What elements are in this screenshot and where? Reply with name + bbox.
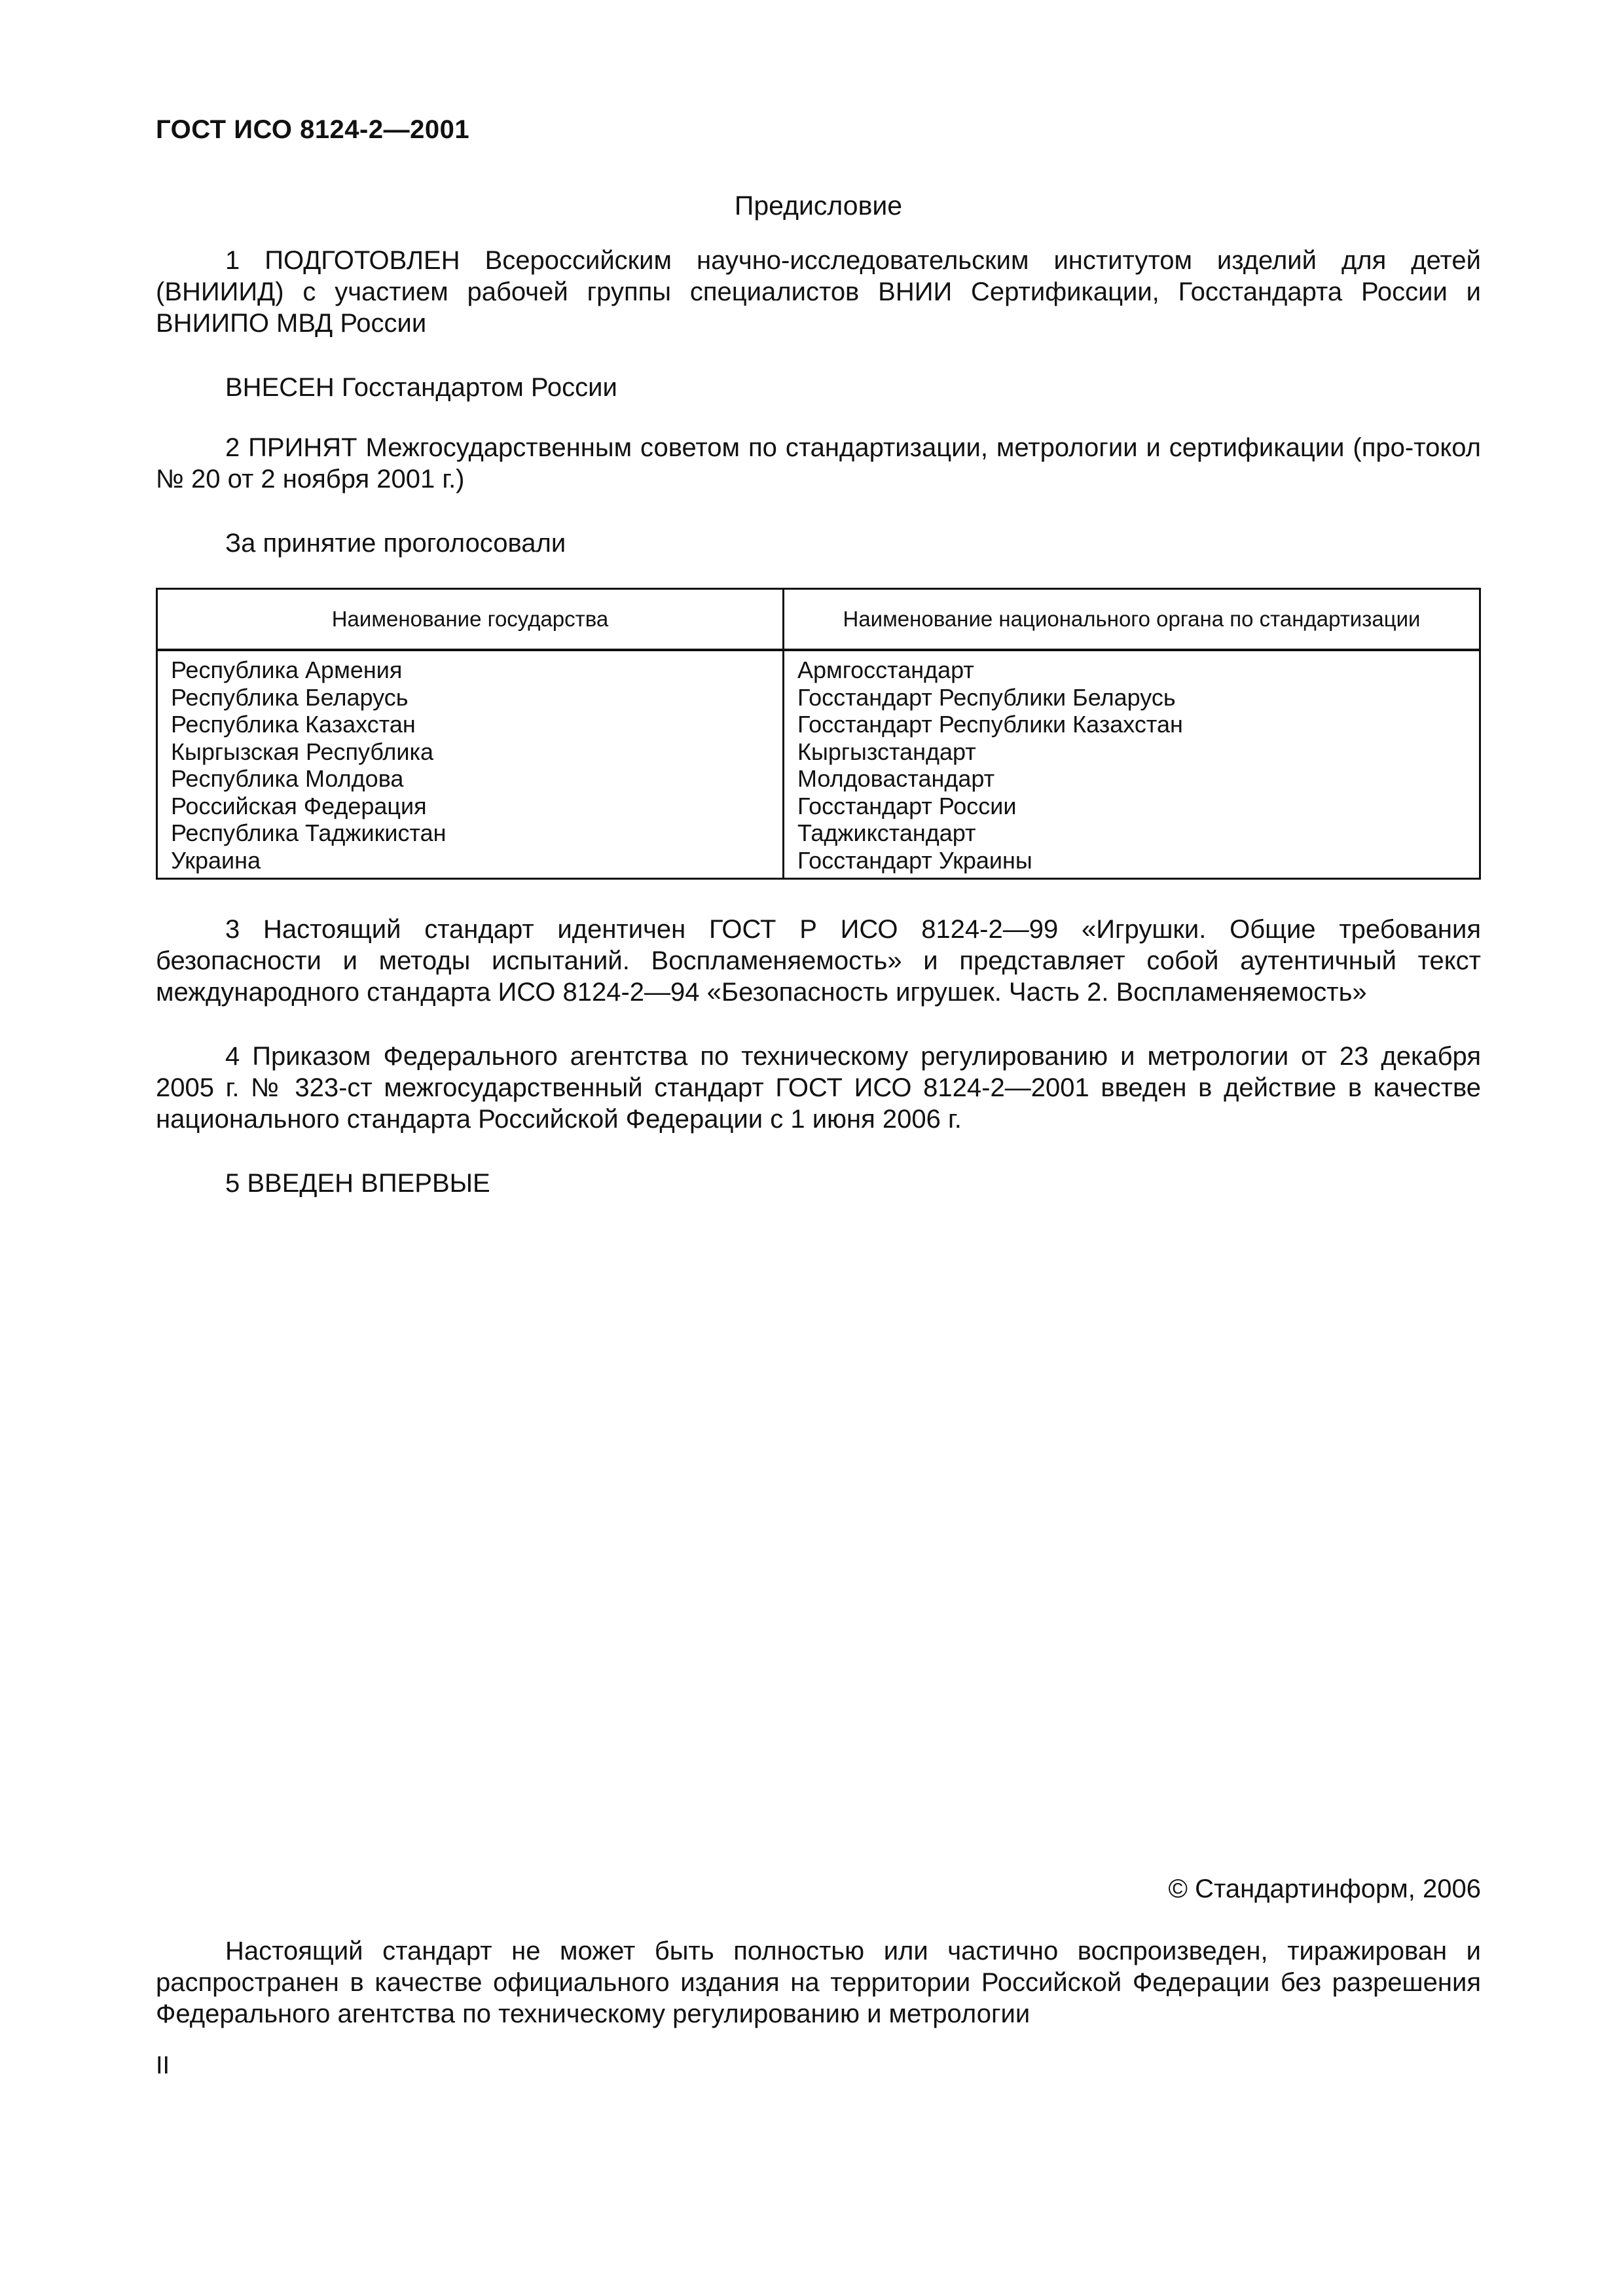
state-name: Кыргызская Республика (171, 738, 434, 765)
body-name: Госстандарт Украины (797, 846, 1032, 874)
voting-table (156, 588, 1481, 880)
state-name: Республика Казахстан (171, 711, 416, 738)
table-row (157, 650, 1480, 879)
body-name: Кыргызстандарт (797, 738, 976, 765)
body-name: Молдовастандарт (797, 765, 995, 792)
state-name: Республика Таджикистан (171, 819, 447, 846)
table-header-body: Наименование национального органа по стандартизации (784, 589, 1480, 651)
body-name: Армгосстандарт (797, 656, 974, 683)
state-name: Российская Федерация (171, 792, 427, 819)
paragraph-adopted: 2 ПРИНЯТ Межгосударственным советом по стандартизации, метрологии и сертификации (про-токол № 20 от 2 ноября 2001 г.) (156, 433, 1481, 493)
body-name: Госстандарт России (797, 792, 1017, 819)
table-header-state: Наименование государства (157, 589, 784, 651)
standard-code-header: ГОСТ ИСО 8124-2—2001 (156, 115, 470, 144)
paragraph-voted: За принятие проголосовали (225, 529, 566, 558)
body-name: Госстандарт Республики Беларусь (797, 683, 1176, 711)
table-header-row (157, 589, 1480, 651)
table-cell-bodies (784, 650, 1480, 879)
state-name: Республика Молдова (171, 765, 404, 792)
paragraph-introduced: ВНЕСЕН Госстандартом России (225, 373, 617, 402)
paragraph-first-introduced: 5 ВВЕДЕН ВПЕРВЫЕ (225, 1169, 490, 1198)
table-cell-states (157, 650, 784, 879)
state-name: Республика Беларусь (171, 683, 409, 711)
state-name: Республика Армения (171, 656, 403, 683)
page-number: II (156, 2052, 170, 2079)
section-title: Предисловие (734, 190, 903, 221)
foreword-content (156, 190, 1481, 1232)
body-name: Таджикстандарт (797, 819, 976, 846)
paragraph-identical: 3 Настоящий стандарт идентичен ГОСТ Р ИСО 8124-2—99 «Игрушки. Общие требования безопасности и методы испытаний. Воспламеняемость» и представляет собой аутентичный текст международного стандарта ИСО 8124-2—94 «Безопасность игрушек. Часть 2. Воспламеняемость» (156, 915, 1481, 1007)
body-name: Госстандарт Республики Казахстан (797, 711, 1183, 738)
paragraph-prepared: 1 ПОДГОТОВЛЕН Всероссийским научно-исследовательским институтом изделий для детей (ВНИИИД) с участием рабочей группы специалистов ВНИИ Сертификации, Госстандарта России и ВНИИПО МВД России (156, 246, 1481, 338)
paragraph-order: 4 Приказом Федерального агентства по техническому регулированию и метрологии от 23 декабря 2005 г. № 323-ст межгосударственный стандарт ГОСТ ИСО 8124-2—2001 введен в действие в качестве национального стандарта Российской Федерации с 1 июня 2006 г. (156, 1042, 1481, 1134)
copyright-notice: © Стандартинформ, 2006 (1168, 1874, 1481, 1903)
state-name: Украина (171, 846, 261, 874)
reproduction-notice: Настоящий стандарт не может быть полностью или частично воспроизведен, тиражирован и распространен в качестве официального издания на территории Российской Федерации без разрешения Федерального агентства по техническому регулированию и метрологии (156, 1937, 1481, 2028)
